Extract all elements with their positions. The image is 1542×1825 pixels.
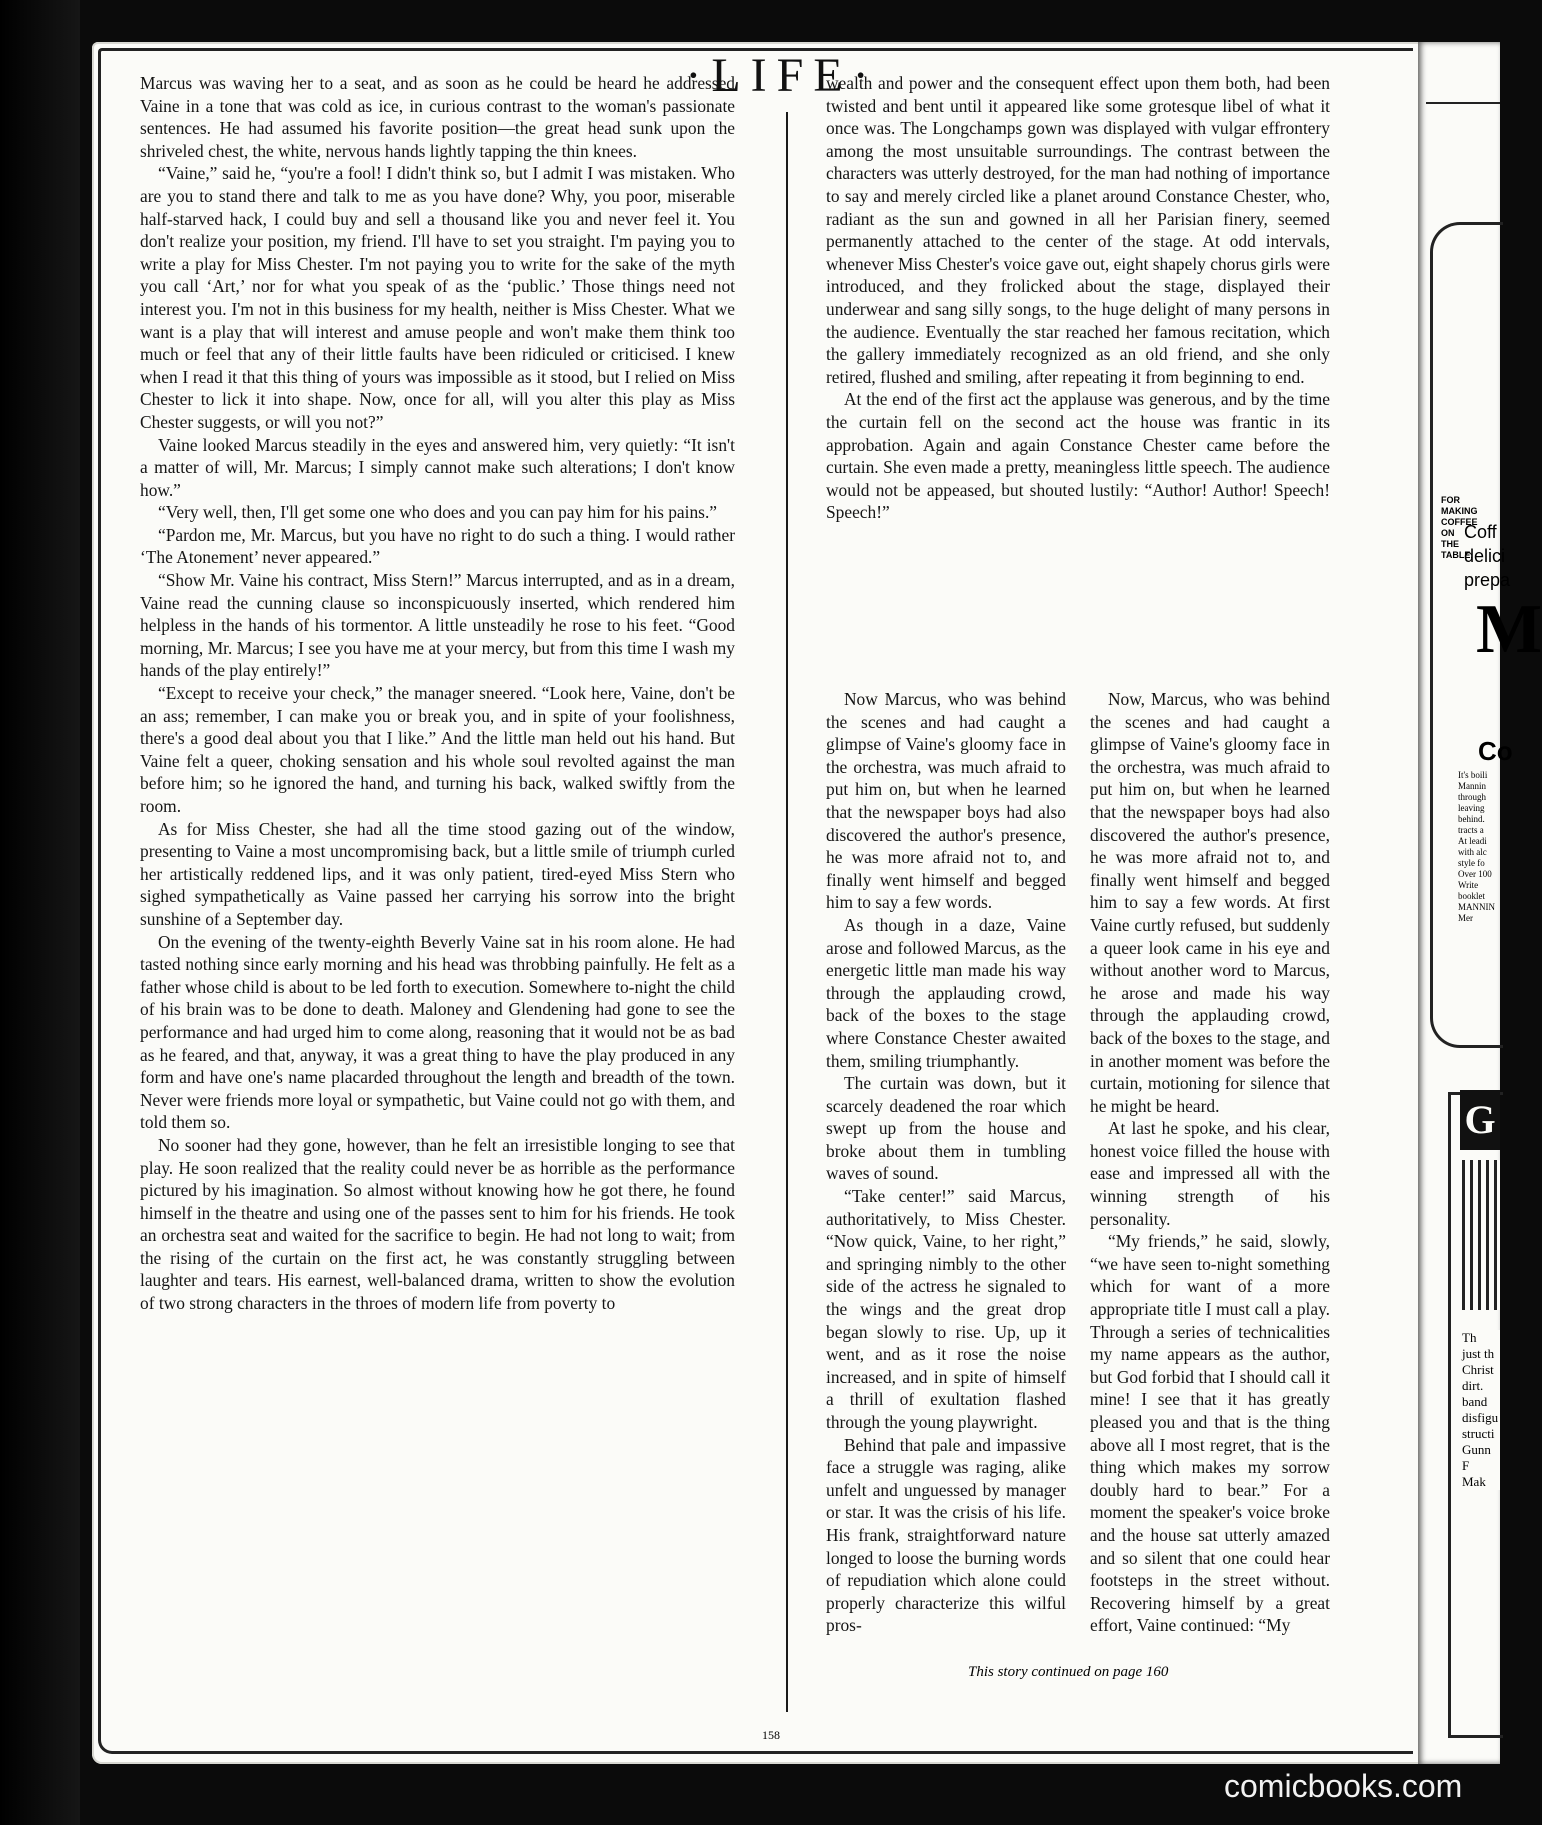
paragraph: The curtain was down, but it scarcely deadened the roar which swept up from the house and broke about them in tumbling waves of sound.: [826, 1073, 1066, 1184]
ad-co-text: Co: [1478, 736, 1513, 766]
ad-small-line: Mer: [1458, 913, 1473, 923]
ad-small-line: At leadi: [1458, 836, 1487, 846]
ad-small-line: It's boili: [1458, 770, 1488, 780]
story-column-2: [826, 72, 1330, 1636]
paragraph: As though in a daze, Vaine arose and followed Marcus, as the energetic little man made his way through the applauding crowd, back of the boxes to the stage where Constance Chester awaited them, smiling triumphantly.: [826, 914, 1066, 1071]
ad-small-line: Over 100: [1458, 869, 1492, 879]
masthead: ·LIFE·: [685, 49, 879, 102]
ad-line: prepa: [1464, 570, 1511, 590]
ad-lower-line: Christ: [1462, 1362, 1494, 1377]
ad-side-text: FOR MAKING COFFEE ON THE TABLE.: [1441, 495, 1478, 560]
paragraph: Vaine looked Marcus steadily in the eyes and answered him, very quietly: “It isn't a matter of will, Mr. Marcus; I simply cannot make such alterations; I don't know how.”: [140, 434, 735, 500]
ad-illustration: [1462, 1160, 1500, 1310]
paragraph: “Very well, then, I'll get some one who does and you can pay him for his pains.”: [158, 502, 718, 523]
ad-small-text: [1458, 770, 1495, 924]
ad-line: Coff: [1464, 522, 1497, 542]
ad-lower-text: [1462, 1330, 1500, 1490]
ad-g-letter: G: [1460, 1090, 1500, 1150]
ad-lower-line: band: [1462, 1394, 1488, 1409]
paragraph: “Vaine,” said he, “you're a fool! I didn't think so, but I admit I was mistaken. Who are you to stand there and talk to me as you have done? Why, you poor, miserable half-starved hack, I could buy and sell a thousand like you and never feel it. You don't realize your position, my friend. I'll have to set you straight. I'm paying you to write a play for Miss Chester. I'm not paying you to write for the sake of the myth you call ‘Art,’ nor for what you speak of as the ‘public.’ Those things need not interest you. I'm not in this business for my health, neither is Miss Chester. What we want is a play that will interest and amuse people and won't make them think too much or feel that any of their little faults have been ridiculed or criticised. I knew when I read it that this thing of yours was impossible as it stood, but I relied on Miss Chester to lick it into shape. Now, once for all, will you alter this play as Miss Chester suggests, or will you not?”: [140, 163, 735, 432]
ad-line: delici: [1464, 546, 1506, 566]
paragraph: “Except to receive your check,” the manager sneered. “Look here, Vaine, don't be an ass; remember, I can make you or break you, and in spite of your foolishness, there's a good deal about you that I like.” And the little man held out his hand. But Vaine felt a queer, choking sensation and his whole soul revolted against the man before him; so he ignored the hand, and turning his back, walked swiftly from the room.: [140, 683, 735, 816]
ad-small-line: Write: [1458, 880, 1479, 890]
paragraph: wealth and power and the consequent effect upon them both, had been twisted and bent until it appeared like some grotesque libel of what it once was. The Longchamps gown was displayed with vulgar effrontery among the most unsuitable surroundings. The contrast between the characters was utterly destroyed, for the man had nothing of importance to say and merely circled like a planet around Constance Chester, who, radiant as the sun and gowned in all her Parisian finery, seemed permanently attached to the center of the stage. At odd intervals, whenever Miss Chester's voice gave out, eight shapely chorus girls were introduced, and they frolicked about the stage, displayed their underwear and sang silly songs, to the huge delight of many persons in the audience. Eventually the star reached her famous recitation, which the gallery immediately recognized as an old friend, and she only retired, flushed and smiling, after repeating it from beginning to end.: [826, 73, 1330, 387]
page-number: 158: [762, 1728, 780, 1742]
ad-small-line: booklet: [1458, 891, 1485, 901]
ad-lower-line: Th: [1462, 1330, 1477, 1345]
paragraph: Behind that pale and impassive face a struggle was raging, alike unfelt and unguessed by manager or star. It was the crisis of his life. His frank, straightforward nature longed to loose the burning words of repudiation which alone could properly characterize this wilful pros-: [826, 1434, 1066, 1636]
paragraph: “Show Mr. Vaine his contract, Miss Stern!” Marcus interrupted, and as in a dream, Vaine read the cunning clause so inconspicuously inserted, which rendered him helpless in the hands of his tormentor. A little unsteadily he rose to his feet. “Good morning, Mr. Marcus; I see you have me at your mercy, but from this time I wash my hands of the play entirely!”: [140, 570, 735, 681]
ad-small-line: tracts a: [1458, 825, 1484, 835]
paragraph: Now, Marcus, who was behind the scenes and had caught a glimpse of Vaine's gloomy face in the orchestra, was much afraid to put him on, but when he learned that the newspaper boys had also discovered the author's presence, he was more afraid not to, and finally went himself and begged him to say a few words. At first Vaine curtly refused, but suddenly a queer look came in his eye and without another word to Marcus, he arose and made his way through the applauding crowd, back of the boxes to the stage, and in another moment was before the curtain, motioning for silence that he might be heard.: [1090, 689, 1330, 1116]
ad-lower-line: just th: [1462, 1346, 1495, 1361]
ad-lower-line: Gunn F: [1462, 1442, 1491, 1473]
ad-rule: [1426, 102, 1500, 104]
paragraph: “Pardon me, Mr. Marcus, but you have no right to do such a thing. I would rather ‘The Atonement’ never appeared.”: [140, 524, 735, 568]
watermark: comicbooks.com: [1224, 1768, 1463, 1804]
story-column-1: [140, 72, 735, 1315]
continued-note: This story continued on page 160: [968, 1664, 1169, 1680]
paragraph: “Take center!” said Marcus, authoritatively, to Miss Chester. “Now quick, Vaine, to her right,” and springing nimbly to the other side of the actress he signaled to the wings and the great drop began slowly to rise. Up, up it went, and as it rose the noise increased, and in spite of himself a thrill of exultation flashed through the young playwright.: [826, 1186, 1066, 1432]
ad-lower-line: disfigu: [1462, 1410, 1499, 1425]
ad-lower-line: structi: [1462, 1426, 1495, 1441]
ad-small-line: leaving: [1458, 803, 1485, 813]
paragraph: On the evening of the twenty-eighth Beverly Vaine sat in his room alone. He had tasted nothing since early morning and his head was throbbing painfully. He felt as a father whose child is about to be led forth to execution. Somewhere to-night the child of his brain was to be done to death. Maloney and Glendening had gone to see the performance and had urged him to come along, reasoning that it would not be as bad as he feared, and that, anyway, it was a great thing to have the play produced in any form and have one's name placarded throughout the length and breadth of the town. Never were friends more loyal or sympathetic, but Vaine could not go with them, and told them so.: [140, 931, 735, 1133]
column-divider: [786, 112, 788, 1712]
ad-coffee-lines: [1464, 520, 1510, 592]
ad-small-line: MANNIN: [1458, 902, 1495, 912]
ad-small-line: Mannin: [1458, 781, 1486, 791]
paragraph: No sooner had they gone, however, than he felt an irresistible longing to see that play. He soon realized that the reality could never be as horrible as the performance pictured by his imagination. So almost without knowing how he got there, he found himself in the theatre and using one of the passes sent to him for his friends. He took an orchestra seat and waited for the sacrifice to begin. He had not long to wait; from the rising of the curtain on the first act, he was constantly struggling between laughter and tears. His earnest, well-balanced drama, written to show the evolution of two strong characters in the throes of modern life from poverty to: [140, 1134, 735, 1314]
ad-small-line: with alc: [1458, 847, 1487, 857]
paragraph: Marcus was waving her to a seat, and as soon as he could be heard he addressed Vaine in a tone that was cold as ice, in curious contrast to the woman's passionate sentences. He had assumed his favorite position—the great head sunk upon the shriveled chest, the white, nervous hands lightly tapping the thin knees.: [140, 73, 735, 161]
sub-column-left: [826, 688, 1066, 1637]
sub-column-right: [1090, 688, 1330, 1637]
paragraph: Now Marcus, who was behind the scenes and had caught a glimpse of Vaine's gloomy face in the orchestra, was much afraid to put him on, but when he learned that the newspaper boys had also discovered the author's presence, he was more afraid not to, and finally went himself and begged him to say a few words.: [826, 689, 1066, 913]
ad-small-line: through: [1458, 792, 1486, 802]
ad-lower-line: dirt.: [1462, 1378, 1484, 1393]
ad-small-line: style fo: [1458, 858, 1485, 868]
paragraph: At last he spoke, and his clear, honest voice filled the house with ease and impressed all with the winning strength of his personality.: [1090, 1118, 1330, 1229]
ad-lower-line: Mak: [1462, 1474, 1486, 1489]
scan-edge: [0, 0, 80, 1825]
paragraph: At the end of the first act the applause was generous, and by the time the curtain fell on the second act the house was frantic in its approbation. Again and again Constance Chester came before the curtain. She even made a pretty, meaningless little speech. The audience would not be appeased, but shouted lustily: “Author! Author! Speech! Speech!”: [826, 389, 1330, 523]
paragraph: “My friends,” he said, slowly, “we have seen to-night something which for want of a more appropriate title I must call a play. Through a series of technicalities my name appears as the author, but God forbid that I should call it mine! I see that it has greatly pleased you and that is the thing above all I most regret, that is the thing which makes my sorrow doubly hard to bear.” For a moment the speaker's voice broke and the house sat utterly amazed and so silent that one could hear footsteps in the street without. Recovering himself by a great effort, Vaine continued: “My: [1090, 1231, 1330, 1636]
ad-big-letter: M: [1476, 591, 1542, 668]
ad-small-line: behind.: [1458, 814, 1485, 824]
paragraph: As for Miss Chester, she had all the time stood gazing out of the window, presenting to Vaine a most uncompromising back, but a little smile of triumph curled her artistically reddened lips, and it was only patient, tired-eyed Miss Stern who sighed sympathetically as Vaine passed her carrying his sorrow into the bright sunshine of a September day.: [140, 818, 735, 929]
